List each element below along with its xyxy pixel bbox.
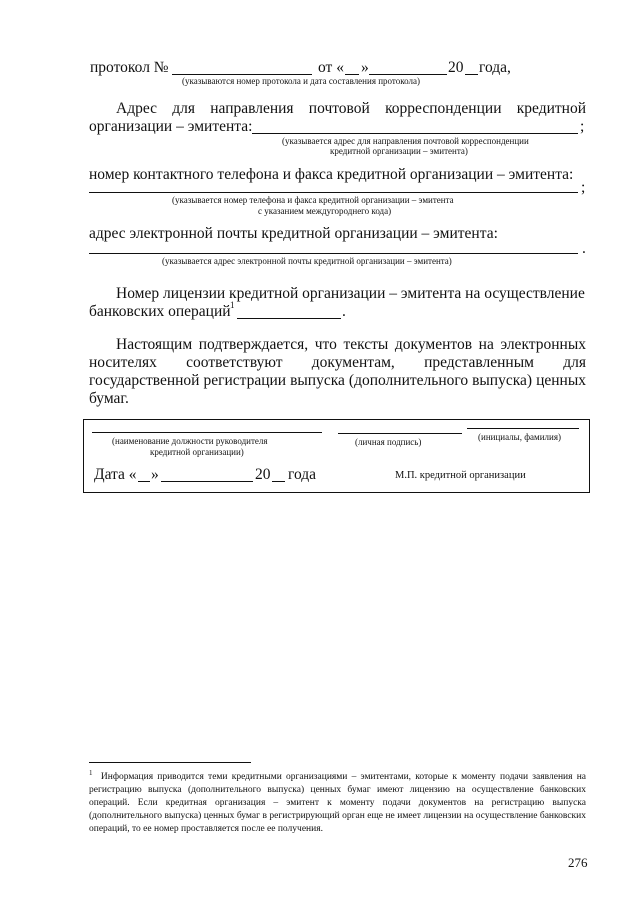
- phone-hint-1: (указывается номер телефона и факса кредитной организации – эмитента: [172, 195, 454, 205]
- confirm-word: для: [563, 354, 586, 371]
- confirm-line4: бумаг.: [89, 390, 129, 407]
- confirm-word: представленным: [424, 354, 534, 371]
- confirm-word: выпуска: [290, 372, 345, 389]
- date-year-prefix: 20: [255, 466, 271, 483]
- position-field[interactable]: [92, 432, 322, 433]
- confirm-word: документов: [394, 336, 473, 353]
- footnote-text: Информация приводится теми кредитными организациями – эмитентами, которые к моменту подачи заявления на регистрацию выпуска (дополнительного выпуска) ценных бумаг имеют лицензию на осуществление банковских операций. Если кредитная организация – эмитент к моменту подачи документов на регистрацию выпуска (дополнительного выпуска) ценных бумаг в регистрирующий орган еще не имеет лицензии на осуществление банковских операций, то ее номер проставляется после ее получения.: [89, 772, 586, 835]
- footnote-text-block: [89, 767, 586, 836]
- confirm-word: (дополнительного: [348, 372, 469, 389]
- confirm-line1: [116, 336, 586, 354]
- confirm-word: тексты: [343, 336, 389, 353]
- date-month-field[interactable]: [161, 481, 253, 482]
- phone-label: номер контактного телефона и факса кредитной организации – эмитента:: [89, 166, 574, 183]
- email-end: .: [582, 240, 586, 257]
- page-number: 276: [568, 855, 588, 870]
- footnote-separator: [89, 762, 251, 763]
- address-end: ;: [580, 118, 585, 135]
- phone-hint-2: с указанием междугороднего кода): [258, 206, 392, 216]
- date-suffix: года: [288, 466, 317, 483]
- address-field[interactable]: [252, 133, 578, 134]
- protocol-from: от «: [318, 59, 344, 76]
- protocol-year-field[interactable]: [465, 74, 478, 75]
- confirm-line2: [89, 354, 586, 372]
- footnote-mark: 1: [89, 769, 93, 777]
- phone-end: ;: [581, 179, 586, 196]
- protocol-number-field[interactable]: [172, 74, 312, 75]
- license-line2: банковских операций: [89, 303, 231, 320]
- phone-field[interactable]: [89, 192, 578, 193]
- license-footnote-mark: 1: [230, 300, 235, 310]
- signature-hint: (личная подпись): [355, 437, 422, 447]
- confirm-word: Настоящим: [116, 336, 193, 353]
- stamp-label: М.П. кредитной организации: [395, 470, 526, 481]
- address-word: для: [172, 100, 195, 117]
- protocol-close-quote: »: [361, 59, 369, 76]
- protocol-day-field[interactable]: [345, 74, 359, 75]
- address-line1: [116, 100, 586, 118]
- address-hint-2: кредитной организации – эмитента): [330, 146, 468, 156]
- protocol-label: протокол №: [90, 59, 169, 76]
- confirm-word: ценных: [536, 372, 586, 389]
- protocol-hint: (указываются номер протокола и дата составления протокола): [182, 76, 420, 86]
- confirm-word: документам,: [311, 354, 395, 371]
- position-hint-1: (наименование должности руководителя: [112, 436, 268, 446]
- initials-field[interactable]: [467, 428, 579, 429]
- address-line2: организации – эмитента:: [89, 118, 253, 135]
- confirm-word: электронных: [500, 336, 586, 353]
- email-field[interactable]: [89, 253, 578, 254]
- date-label: Дата «: [94, 466, 137, 483]
- protocol-year-prefix: 20: [448, 59, 464, 76]
- confirm-word: соответствуют: [186, 354, 283, 371]
- signature-field[interactable]: [338, 433, 462, 434]
- email-label: адрес электронной почты кредитной организации – эмитента:: [89, 225, 498, 242]
- confirm-word: на: [478, 336, 494, 353]
- license-field[interactable]: [237, 318, 341, 319]
- address-word: Адрес: [116, 100, 157, 117]
- confirm-line3: [89, 372, 586, 390]
- position-hint-2: кредитной организации): [150, 447, 244, 457]
- date-year-field[interactable]: [272, 481, 285, 482]
- confirm-word: подтверждается,: [198, 336, 309, 353]
- address-hint-1: (указывается адрес для направления почтовой корреспонденции: [282, 136, 529, 146]
- license-line1: Номер лицензии кредитной организации – эмитента на осуществление: [116, 285, 585, 302]
- address-word: кредитной: [516, 100, 586, 117]
- date-close-quote: »: [151, 466, 159, 483]
- protocol-year-suffix: года,: [479, 59, 511, 76]
- confirm-word: носителях: [89, 354, 157, 371]
- address-word: направления: [210, 100, 294, 117]
- license-end: .: [342, 303, 346, 320]
- email-hint: (указывается адрес электронной почты кредитной организации – эмитента): [162, 256, 452, 266]
- address-word: почтовой: [308, 100, 370, 117]
- confirm-word: регистрации: [203, 372, 287, 389]
- initials-hint: (инициалы, фамилия): [478, 432, 561, 442]
- confirm-word: выпуска): [472, 372, 533, 389]
- address-word: корреспонденции: [385, 100, 502, 117]
- confirm-word: что: [314, 336, 337, 353]
- confirm-word: государственной: [89, 372, 200, 389]
- date-day-field[interactable]: [138, 481, 150, 482]
- protocol-month-field[interactable]: [369, 74, 447, 75]
